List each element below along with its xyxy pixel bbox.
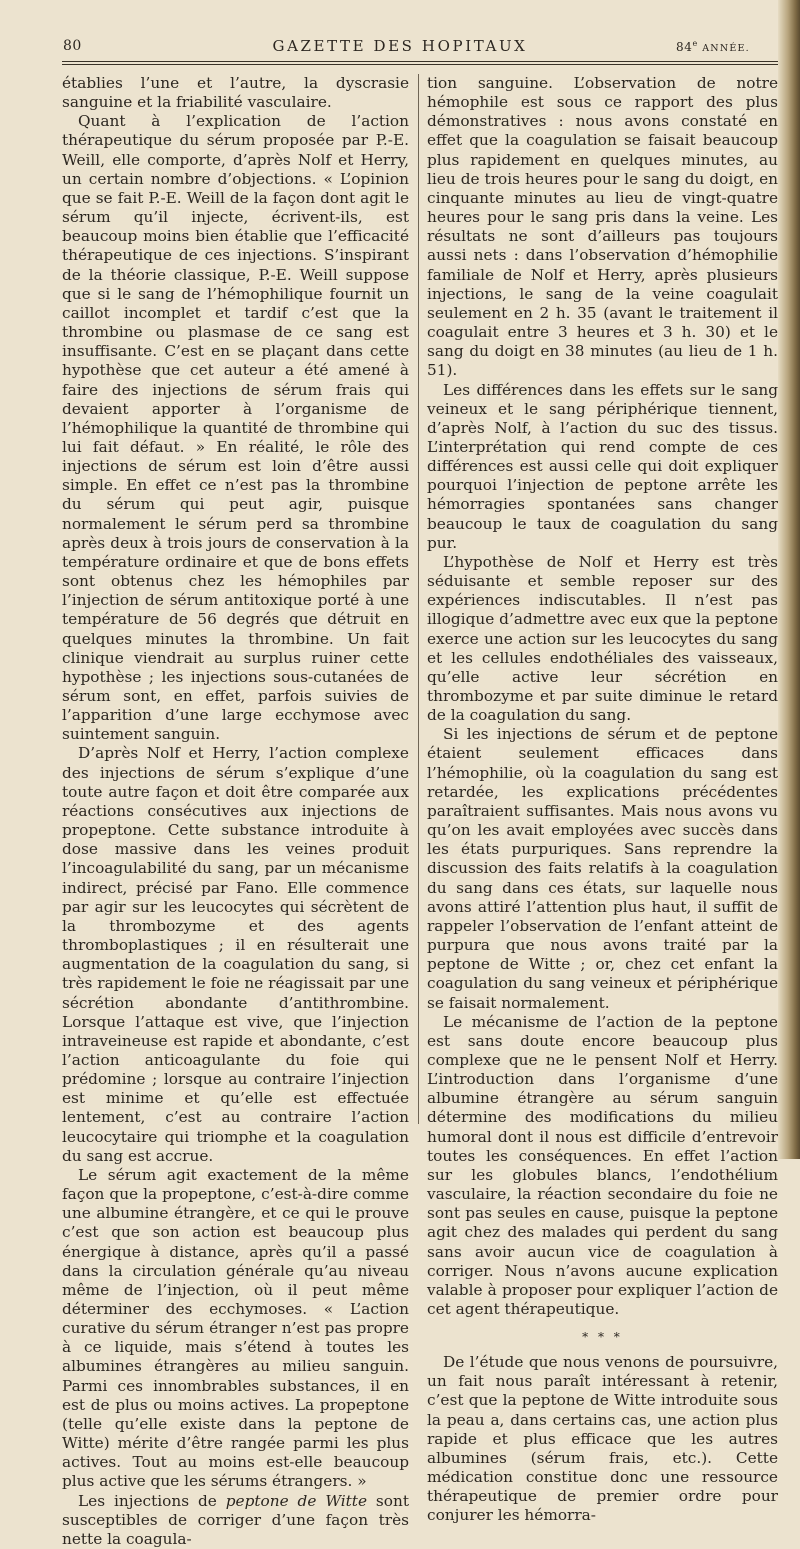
text-run: sont susceptibles de corriger d’une façon très nette la coagula- — [62, 1491, 409, 1548]
page-number: 80 — [63, 38, 82, 54]
italic-term: peptone de Witte — [225, 1491, 368, 1510]
paragraph: Les différences dans les effets sur le sang veineux et le sang périphérique tiennent, d’après Nolf, à l’action du suc des tissus. L’interprétation qui rend compte de ces différences est aussi celle qui doit expliquer pourquoi l’injection de peptone arrête les hémorragies spontanées sans changer beaucoup le taux de coagulation du sang pur. — [427, 380, 778, 552]
paragraph: D’après Nolf et Herry, l’action complexe des injections de sérum s’explique d’une toute autre façon et doit être comparée aux réactions consécutives aux injections de propeptone. Cette substance introduite à dose massive dans les veines produit l’incoagulabilité du sang, par un mécanisme indirect, précisé par Fano. Elle commence par agir sur les leucocytes qui sécrètent de la thrombozyme et des agents thromboplastiques ; il en résulterait une augmentation de la coagulation du sang, si très rapidement le foie ne réagissait par une sécrétion abondante d’antithrombine. Lorsque l’attaque est vive, que l’injection intraveineuse est rapide et abondante, c’est l’action anticoagulante du foie qui prédomine ; lorsque au contraire l’injection est minime et qu’elle est effectuée lentement, c’est au contraire l’action leucocytaire qui triomphe et la coagulation du sang est accrue. — [62, 744, 409, 1165]
header-rule-bottom — [62, 64, 778, 65]
column-separator — [418, 74, 419, 1124]
text-run: Les injections de — [78, 1491, 226, 1510]
paragraph: tion sanguine. L’observation de notre hémophile est sous ce rapport des plus démonstratives : nous avons constaté en effet que la coagulation se faisait beaucoup plus rapidement en quelques minutes, au lieu de trois heures pour le sang du doigt, en cinquante minutes au lieu de vingt-quatre heures pour le sang pris dans la veine. Les résultats ne sont d’ailleurs pas toujours aussi nets : dans l’observation d’hémophilie familiale de Nolf et Herry, après plusieurs injections, le sang de la veine coagulait seulement en 2 h. 35 (avant le traitement il coagulait entre 3 heures et 3 h. 30) et le sang du doigt en 38 minutes (au lieu de 1 h. 51). — [427, 74, 778, 380]
paragraph: Le sérum agit exactement de la même façon que la propeptone, c’est-à-dire comme une albumine étrangère, et ce qui le prouve c’est que son action est beaucoup plus énergique à distance, après qu’il a passé dans la circulation générale qu’au niveau même de l’injection, où il peut même déterminer des ecchymoses. « L’action curative du sérum étranger n’est pas propre à ce liquide, mais s’étend à toutes les albumines étrangères au milieu sanguin. Parmi ces innombrables substances, il en est de plus ou moins actives. La propeptone (telle qu’elle existe dans la peptone de Witte) mérite d’être rangée parmi les plus actives. Tout au moins est-elle beaucoup plus active que les sérums étrangers. » — [62, 1165, 409, 1491]
left-column — [62, 74, 409, 1549]
year-word: ANNÉE. — [702, 43, 750, 54]
year-superscript: e — [692, 39, 698, 48]
paragraph: Quant à l’explication de l’action thérapeutique du sérum proposée par P.-E. Weill, elle comporte, d’après Nolf et Herry, un certain nombre d’objections. « L’opinion que se fait P.-E. Weill de la façon dont agit le sérum qu’il injecte, écrivent-ils, est beaucoup moins bien établie que l’efficacité thérapeutique de ces injections. S’inspirant de la théorie classique, P.-E. Weill suppose que si le sang de l’hémophilique fournit un caillot incomplet et tardif c’est que la thrombine ou plasmase de ce sang est insuffisante. C’est en se plaçant dans cette hypothèse que cet auteur a été amené à faire des injections de sérum frais qui devaient apporter à l’organisme de l’hémophilique la quantité de thrombine qui lui fait défaut. » En réalité, le rôle des injections de sérum est loin d’être aussi simple. En effet ce n’est pas la thrombine du sérum qui peut agir, puisque normalement le sérum perd sa thrombine après deux à trois jours de conservation à la température ordinaire et que de bons effets sont obtenus chez les hémophiles par l’injection de sérum antitoxique porté à une température de 56 degrés que détruit en quelques minutes la thrombine. Un fait clinique viendrait au surplus ruiner cette hypothèse ; les injections sous-cutanées de sérum sont, en effet, parfois suivies de l’apparition d’une large ecchymose avec suintement sanguin. — [62, 112, 409, 744]
page-header — [0, 0, 800, 60]
paragraph: L’hypothèse de Nolf et Herry est très séduisante et semble reposer sur des expériences indiscutables. Il n’est pas illogique d’admettre avec eux que la peptone exerce une action sur les leucocytes du sang et les cellules endothéliales des vaisseaux, qu’elle active leur sécrétion en thrombozyme et par suite diminue le retard de la coagulation du sang. — [427, 552, 778, 725]
paragraph: établies l’une et l’autre, la dyscrasie sanguine et la friabilité vasculaire. — [62, 74, 409, 112]
book-spine-edge — [778, 0, 800, 1159]
header-rule-top — [62, 61, 778, 62]
right-column — [427, 74, 778, 1526]
year-number: 84 — [676, 40, 693, 54]
section-stars: * * * — [582, 1330, 623, 1345]
paragraph — [62, 1492, 409, 1549]
year-label — [676, 39, 750, 54]
paragraph: Si les injections de sérum et de peptone étaient seulement efficaces dans l’hémophilie, où la coagulation du sang est retardée, les explications précédentes paraîtraient suffisantes. Mais nous avons vu qu’on les avait employées avec succès dans les états purpuriques. Sans reprendre la discussion des faits relatifs à la coagulation du sang dans ces états, sur laquelle nous avons attiré l’attention plus haut, il suffit de rappeler l’observation de l’enfant atteint de purpura que nous avons traité par la peptone de Witte ; or, chez cet enfant la coagulation du sang veineux et périphérique se faisait normalement. — [427, 725, 778, 1012]
paragraph: De l’étude que nous venons de poursuivre, un fait nous paraît intéressant à retenir, c’est que la peptone de Witte introduite sous la peau a, dans certains cas, une action plus rapide et plus efficace que les autres albumines (sérum frais, etc.). Cette médication constitue donc une ressource thérapeutique de premier ordre pour conjurer les hémorra- — [427, 1353, 778, 1525]
paragraph: Le mécanisme de l’action de la peptone est sans doute encore beaucoup plus complexe que ne le pensent Nolf et Herry. L’introduction dans l’organisme d’une albumine étrangère au sérum sanguin détermine des modifications du milieu humoral dont il nous est difficile d’entrevoir toutes les conséquences. En effet l’action sur les globules blancs, l’endothélium vasculaire, la réaction secondaire du foie ne sont pas seules en cause, puisque la peptone agit chez des malades qui perdent du sang sans avoir aucun vice de coagulation à corriger. Nous n’avons aucune explication valable à proposer pour expliquer l’action de cet agent thérapeutique. — [427, 1012, 778, 1318]
journal-title: GAZETTE DES HOPITAUX — [272, 37, 528, 55]
